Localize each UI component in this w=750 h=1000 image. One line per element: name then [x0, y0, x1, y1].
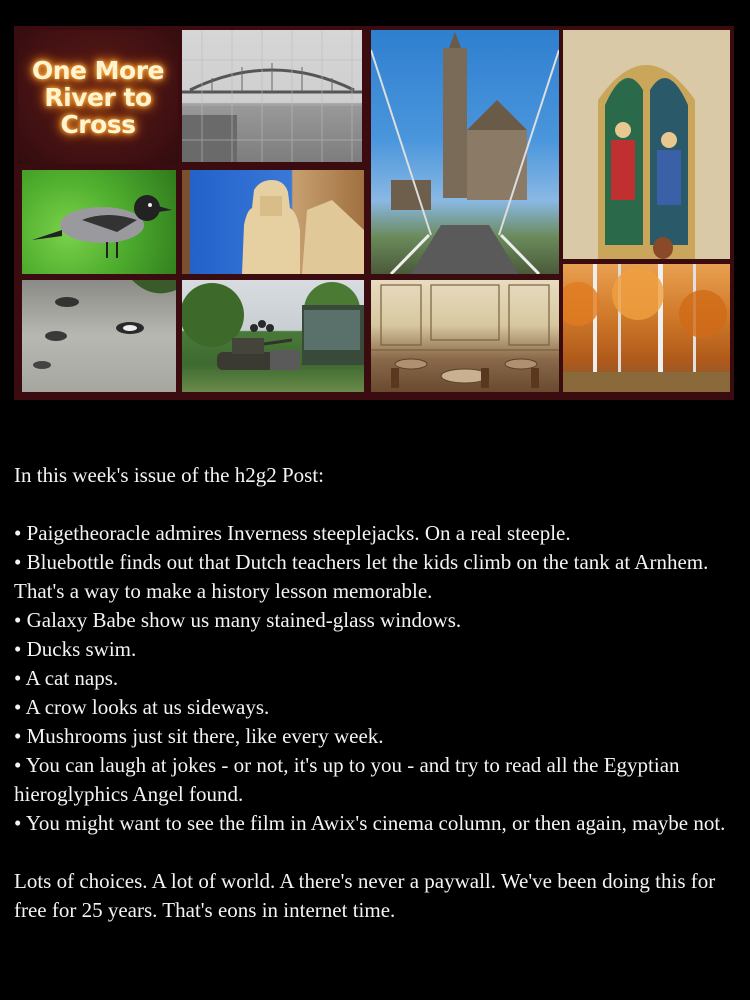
bullet-item: • A cat naps. — [14, 666, 119, 690]
banner-title: One More River to Cross — [31, 55, 165, 139]
crow-illustration — [22, 170, 176, 274]
cafe-illustration — [371, 280, 559, 392]
bullet-item: • You can laugh at jokes - or not, it's up to you - and try to read all the Egyptian hieroglyphics Angel found. — [14, 753, 680, 806]
tank-illustration — [182, 280, 364, 392]
post-summary — [14, 461, 736, 925]
statue-illustration — [182, 170, 364, 274]
forest-illustration — [563, 264, 730, 392]
bullet-item: • Ducks swim. — [14, 637, 137, 661]
tank-photo — [182, 280, 364, 392]
closing-text: Lots of choices. A lot of world. A there's never a paywall. We've been doing this for free for 25 years. That's eons in internet time. — [14, 869, 716, 922]
crow-photo — [22, 170, 176, 274]
bullet-list — [14, 519, 736, 838]
bridge-photo — [182, 30, 362, 162]
stained-glass-illustration — [563, 30, 730, 259]
ducks-photo — [22, 280, 176, 392]
photo-collage — [14, 26, 734, 400]
bullet-item: • Mushrooms just sit there, like every week. — [14, 724, 384, 748]
title-banner — [18, 30, 178, 164]
ducks-illustration — [22, 280, 176, 392]
stained-glass-photo — [563, 30, 730, 259]
church-photo — [371, 30, 559, 274]
spacer — [14, 838, 736, 867]
bullet-item: • Galaxy Babe show us many stained-glass windows. — [14, 608, 462, 632]
autumn-forest-photo — [563, 264, 730, 392]
bridge-illustration — [182, 30, 362, 162]
church-illustration — [371, 30, 559, 274]
bullet-item: • Paigetheoracle admires Inverness steeplejacks. On a real steeple. — [14, 521, 571, 545]
egyptian-statue-photo — [182, 170, 364, 274]
bullet-item: • Bluebottle finds out that Dutch teachers let the kids climb on the tank at Arnhem. That's a way to make a history lesson memorable. — [14, 550, 709, 603]
spacer — [14, 490, 736, 519]
bullet-item: • You might want to see the film in Awix's cinema column, or then again, maybe not. — [14, 811, 726, 835]
cafe-interior-photo — [371, 280, 559, 392]
intro-text: In this week's issue of the h2g2 Post: — [14, 463, 325, 487]
bullet-item: • A crow looks at us sideways. — [14, 695, 270, 719]
